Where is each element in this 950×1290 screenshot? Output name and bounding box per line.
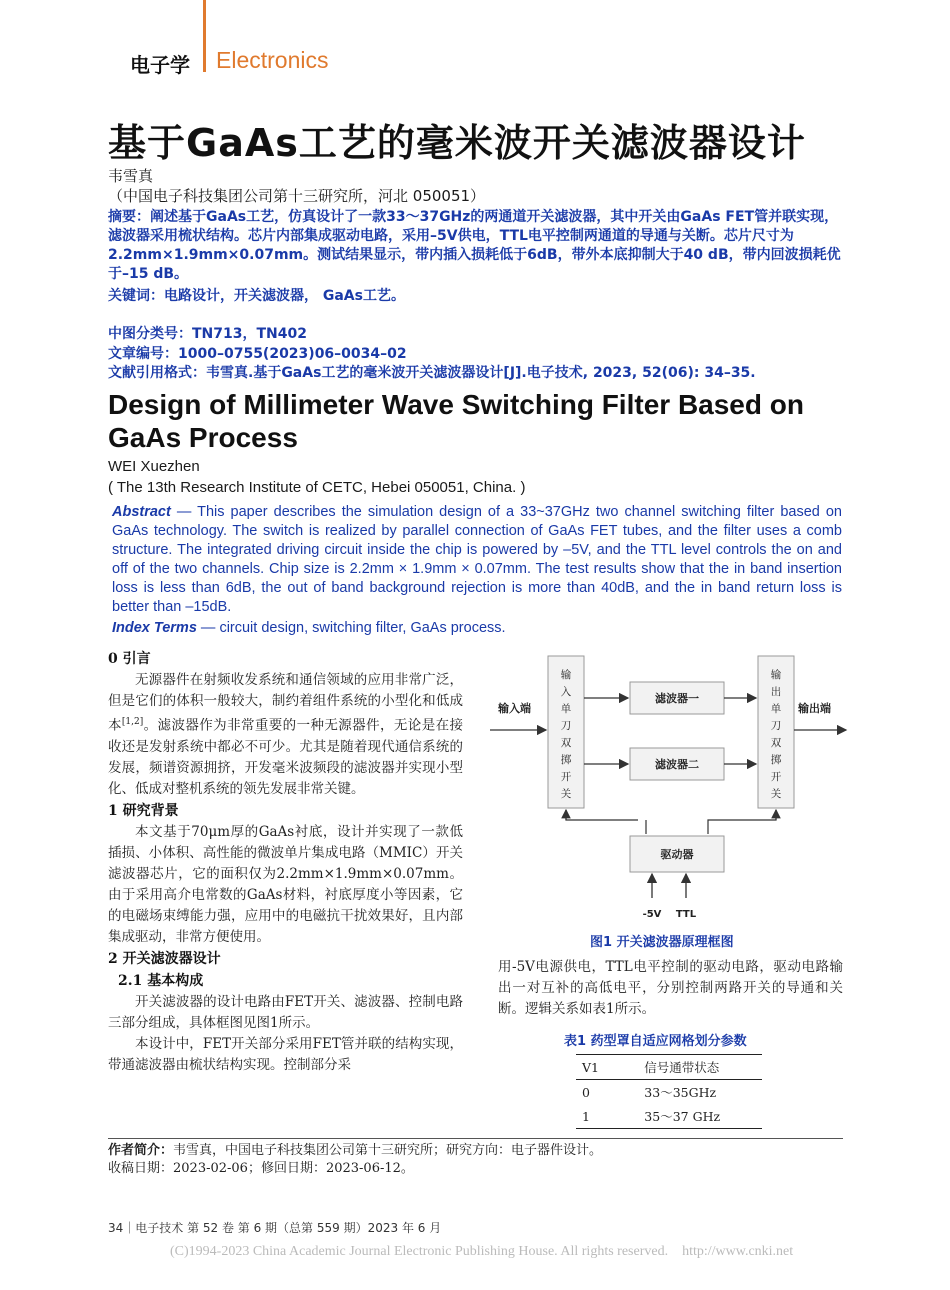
logic-table	[576, 1054, 762, 1129]
switch-label-char: 关	[560, 788, 572, 800]
driver-label: 驱动器	[660, 848, 694, 861]
table-header-state: 信号通带状态	[614, 1055, 762, 1080]
section-0-paragraph	[108, 670, 463, 800]
table-cell: 33～35GHz	[644, 1085, 717, 1100]
paper-title-zh: 基于GaAs工艺的毫米波开关滤波器设计	[108, 121, 806, 165]
switch-label-char: 掷	[770, 754, 782, 766]
left-column	[108, 648, 463, 1076]
article-number: 文章编号：1000–0755(2023)06–0034–02	[108, 346, 407, 362]
switch-label-char: 掷	[560, 754, 572, 766]
switch-label-char: 输	[770, 669, 782, 681]
filter1-label: 滤波器一	[655, 692, 699, 705]
page-footer: 34｜电子技术 第 52 卷 第 6 期（总第 559 期）2023 年 6 月	[108, 1221, 442, 1235]
paper-title-en: Design of Millimeter Wave Switching Filter Based on GaAs Process	[108, 389, 804, 453]
header-accent-bar	[203, 0, 206, 72]
index-terms-label: Index Terms	[112, 620, 197, 636]
section-label-zh: 电子学	[130, 53, 190, 77]
table-cell: 35～37 GHz	[614, 1104, 762, 1129]
abstract-en-label: Abstract	[112, 504, 171, 520]
author-zh: 韦雪真	[108, 167, 154, 185]
table-header-v1: V1	[576, 1055, 614, 1080]
switch-label-char: 出	[770, 686, 782, 698]
switch-label-char: 双	[560, 737, 572, 749]
switch-label-char: 单	[770, 703, 782, 715]
input-port-label: 输入端	[498, 702, 531, 715]
section-2-1-paragraph-2: 本设计中，FET开关部分采用FET管并联的结构实现，带通滤波器由梳状结构实现。控制部分采	[108, 1035, 463, 1073]
keywords-zh: 关键词：电路设计，开关滤波器， GaAs工艺。	[108, 288, 405, 304]
bio-label: 作者简介：	[108, 1143, 174, 1158]
abstract-zh: 摘要：阐述基于GaAs工艺，仿真设计了一款33～37GHz的两通道开关滤波器，其中开关由GaAs FET管并联实现，滤波器采用梳状结构。芯片内部集成驱动电路，采用–5V供电，TTL电平控制两通道的导通与关断。芯片尺寸为2.2mm×1.9mm×0.07mm。测试结果显示，带内插入损耗低于6dB，带外本底抑制大于40 dB，带内回波损耗优于–15 dB。	[108, 209, 841, 282]
switch-label-char: 刀	[560, 720, 572, 732]
switch-label-char: 双	[770, 737, 782, 749]
abstract-en	[112, 503, 842, 617]
switch-label-char: 开	[770, 771, 782, 783]
right-column-text	[498, 957, 843, 1020]
switch-label-char: 刀	[770, 720, 782, 732]
right-paragraph: 用-5V电源供电，TTL电平控制的驱动电路，驱动电路输出一对互补的高低电平，分别控制两路开关的导通和关断。逻辑关系如表1所示。	[498, 959, 843, 1017]
affiliation-zh: （中国电子科技集团公司第十三研究所，河北 050051）	[108, 187, 486, 205]
figure-caption: 图1 开关滤波器原理框图	[590, 935, 734, 950]
switch-label-char: 入	[560, 686, 572, 698]
output-port-label: 输出端	[798, 702, 831, 715]
copyright-notice: (C)1994-2023 China Academic Journal Electronic Publishing House. All rights reserved. http://www.cnki.net	[170, 1244, 794, 1259]
driver-line-left	[566, 810, 638, 820]
affiliation-en: ( The 13th Research Institute of CETC, Hebei 050051, China. )	[108, 479, 526, 496]
neg5v-label: -5V	[642, 909, 662, 920]
table-row	[576, 1104, 762, 1129]
block-diagram	[488, 650, 850, 925]
section-1-heading: 1 研究背景	[108, 802, 179, 819]
section-2-heading: 2 开关滤波器设计	[108, 950, 221, 967]
footnote-rule	[108, 1138, 843, 1139]
table-cell: 0	[582, 1084, 590, 1100]
switch-label-char: 输	[560, 669, 572, 681]
driver-line-right	[708, 810, 776, 834]
ttl-label: TTL	[675, 909, 697, 920]
filter2-label: 滤波器二	[655, 758, 699, 771]
index-terms-text: — circuit design, switching filter, GaAs process.	[196, 620, 506, 636]
citation-format: 文献引用格式：韦雪真.基于GaAs工艺的毫米波开关滤波器设计[J].电子技术, 2023, 52(06): 34–35.	[108, 365, 756, 381]
section-0-heading: 0 引言	[108, 651, 151, 667]
bio-text: 韦雪真，中国电子科技集团公司第十三研究所；研究方向：电子器件设计。	[173, 1143, 603, 1158]
switch-label-char: 关	[770, 788, 782, 800]
author-bio	[108, 1142, 602, 1178]
section-label-en: Electronics	[216, 47, 329, 73]
table-cell: 1	[576, 1104, 614, 1129]
table-row	[576, 1080, 762, 1105]
abstract-en-text: — This paper describes the simulation design of a 33~37GHz two channel switching filter based on GaAs technology. The switch is realized by parallel connection of GaAs FET tubes, and the filter uses a comb structure. The integrated driving circuit inside the chip is powered by –5V, and the TTL level controls the on and off of the two channels. Chip size is 2.2mm × 1.9mm × 0.07mm. The test results show that the in band insertion loss is less than 6dB, the out of band background rejection is more than 40dB, and the in band return loss is better than –15dB.	[112, 504, 842, 615]
author-en: WEI Xuezhen	[108, 458, 200, 475]
reference-mark: [1,2]	[121, 717, 144, 727]
section-2-1-heading: 2.1 基本构成	[118, 972, 204, 989]
section-0-text-b: 。滤波器作为非常重要的一种无源器件，无论是在接收还是发射系统中都必不可少。尤其是随着现代通信系统的发展，频谱资源拥挤，开发毫米波频段的滤波器并实现小型化、低成对整机系统的领先发展非常关键。	[108, 717, 464, 797]
clc-number: 中图分类号：TN713，TN402	[108, 326, 307, 342]
index-terms	[112, 620, 506, 636]
section-0-text-a: 无源器件在射频收发系统和通信领域的应用非常广泛，但是它们的体积一般较大，制约着组件系统的小型化和低成本	[108, 672, 463, 734]
received-dates: 收稿日期：2023-02-06；修回日期：2023-06-12。	[108, 1161, 414, 1176]
switch-label-char: 开	[560, 771, 572, 783]
switch-label-char: 单	[560, 703, 572, 715]
section-1-paragraph: 本文基于70μm厚的GaAs衬底，设计并实现了一款低插损、小体积、高性能的微波单片集成电路（MMIC）开关滤波器芯片，它的面积仅为2.2mm×1.9mm×0.07mm。由于采用高介电常数的GaAs材料，衬底厚度小等因素，它的电磁场束缚能力强，应用中的电磁抗干扰效果好，且内部集成驱动，非常方便使用。	[108, 823, 463, 945]
section-2-1-paragraph-1: 开关滤波器的设计电路由FET开关、滤波器、控制电路三部分组成，具体框图见图1所示。	[108, 993, 463, 1031]
table-caption: 表1 药型罩自适应网格划分参数	[564, 1034, 747, 1049]
table-header-row	[576, 1055, 762, 1080]
